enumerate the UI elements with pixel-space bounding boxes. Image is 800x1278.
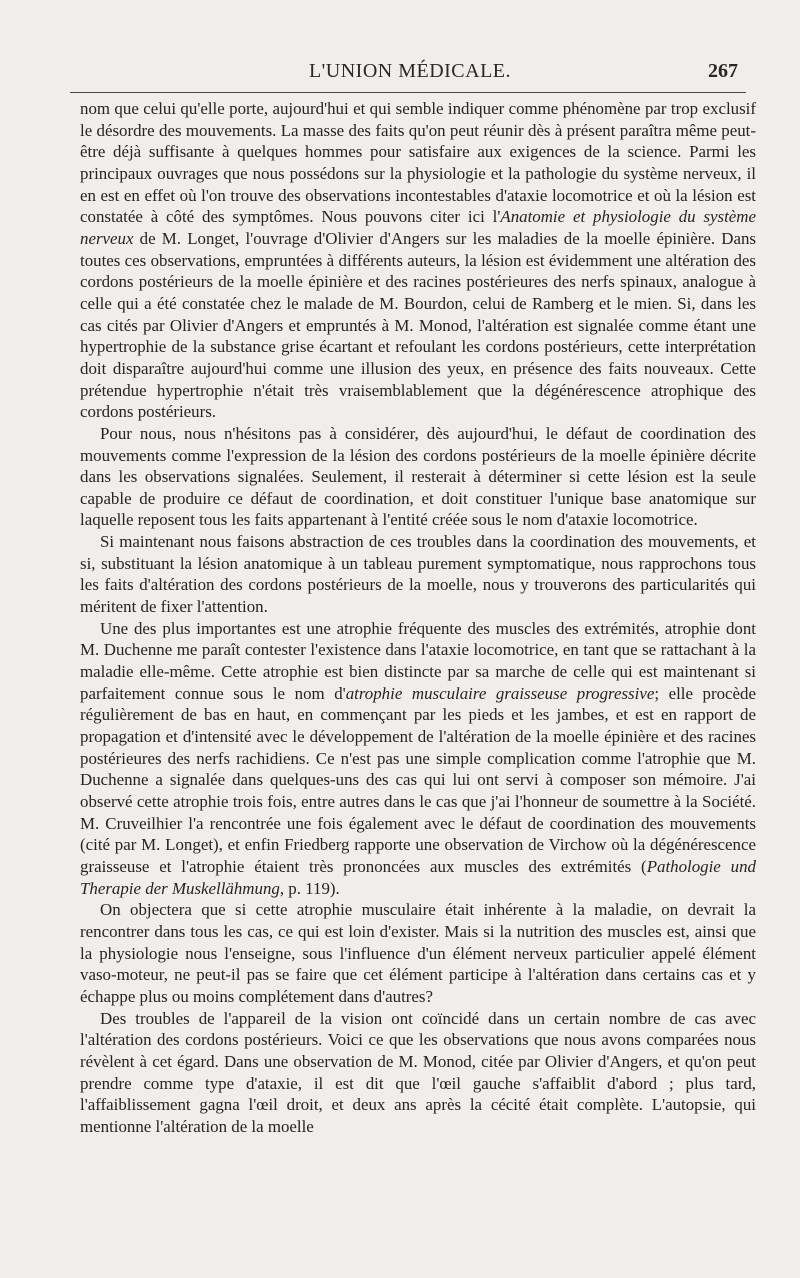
paragraph xyxy=(80,98,756,423)
text-run: de M. Longet, l'ouvrage d'Olivier d'Angers sur les maladies de la moelle épinière. Dans toutes ces observations, empruntées à différents auteurs, la lésion est évidemment une altération des cordons postérieurs de la moelle épinière et des racines postérieures des nerfs spinaux, analogue à celle qui a été constatée chez le malade de M. Bourdon, celui de Ramberg et le mien. Si, dans les cas cités par Olivier d'Angers et empruntés à M. Monod, l'altération est signalée comme étant une hypertrophie de la substance grise écartant et refoulant les cordons postérieurs, cette interprétation doit disparaître aujourd'hui comme une illusion des yeux, en présence des faits nouveaux. Cette prétendue hypertrophie n'était très vraisemblablement que la dégénérescence atrophique des cordons postérieurs. xyxy=(80,228,756,422)
text-run: On objectera que si cette atrophie musculaire était inhérente à la maladie, on devrait la rencontrer dans tous les cas, ce qui est loin d'exister. Mais si la nutrition des muscles est, ainsi que la physiologie nous l'enseigne, sous l'influence d'un élément nerveux particulier appelé élément vaso-moteur, ne peut-il pas se faire que cet élément participe à l'altération dans certains cas et y échappe plus ou moins complétement dans d'autres? xyxy=(80,900,756,1006)
text-run: ; elle procède régulièrement de bas en haut, en commençant par les pieds et les jambes, et est en rapport de propagation et d'intensité avec le développement de l'altération de la moelle épinière et des racines postérieures des nerfs rachidiens. Ce n'est pas une simple complication comme l'atrophie que M. Duchenne a signalée dans quelques-uns des cas qui lui ont servi à composer son mémoire. J'ai observé cette atrophie trois fois, entre autres dans le cas que j'ai l'honneur de soumettre à la Société. M. Cruveilhier l'a rencontrée une fois également avec le défaut de coordination des mouvements (cité par M. Longet), et enfin Friedberg rapporte une observation de Virchow où la dégénérescence graisseuse et l'atrophie étaient très prononcées aux muscles des extrémités ( xyxy=(80,683,756,876)
paragraph xyxy=(80,423,756,531)
text-run: , p. 119). xyxy=(279,878,340,898)
book-title: Pathologie und Therapie der Muskellähmung xyxy=(80,856,756,898)
paragraph xyxy=(80,1008,756,1138)
text-run: Des troubles de l'appareil de la vision ont coïncidé dans un certain nombre de cas avec l'altération des cordons postérieurs. Voici ce que les observations que nous avons comparées nous révèlent à cet égard. Dans une observation de M. Monod, citée par Olivier d'Angers, et qu'on peut prendre comme type d'ataxie, il est dit que l'œil gauche s'affaiblit d'abord ; plus tard, l'affaiblissement gagna l'œil droit, et deux ans après la cécité était complète. L'autopsie, qui mentionne l'altération de la moelle xyxy=(80,1008,756,1136)
journal-title: L'UNION MÉDICALE. xyxy=(308,60,512,82)
paragraph xyxy=(80,899,756,1007)
text-run: Si maintenant nous faisons abstraction de ces troubles dans la coordination des mouvements, et si, substituant la lésion anatomique à un tableau purement symptomatique, nous rapprochons tous les faits d'altération des cordons postérieurs de la moelle, nous y trouverons des particularités qui méritent de fixer l'attention. xyxy=(80,532,756,617)
header-rule xyxy=(70,92,746,93)
book-title: Anatomie et physiologie du système nerveux xyxy=(80,207,757,248)
text-run: Une des plus importantes est une atrophie fréquente des muscles des extrémités, atrophie dont M. Duchenne me paraît contester l'existence dans l'ataxie locomotrice, en tant que se rattachant à la maladie elle-même. Cette atrophie est bien distincte par sa marche de celle qui est maintenant si parfaitement connue sous le nom d' xyxy=(80,618,756,703)
running-header xyxy=(80,56,740,86)
paragraph xyxy=(80,618,756,900)
paragraph xyxy=(80,531,756,618)
article-body xyxy=(80,98,756,1138)
text-run: Pour nous, nous n'hésitons pas à considérer, dès aujourd'hui, le défaut de coordination des mouvements comme l'expression de la lésion des cordons postérieurs de la moelle épinière décrite dans les observations signalées. Seulement, il resterait à déterminer si cette lésion est la seule capable de produire ce défaut de coordination, et doit constituer l'unique base anatomique sur laquelle reposent tous les faits appartenant à l'entité créée sous le nom d'ataxie locomotrice. xyxy=(80,423,756,530)
disease-term: atrophie musculaire graisseuse progressive xyxy=(345,683,655,703)
page-number: 267 xyxy=(708,60,738,82)
text-run: nom que celui qu'elle porte, aujourd'hui et qui semble indiquer comme phénomène par trop exclusif le désordre des mouvements. La masse des faits qu'on peut réunir dès à présent paraîtra même peut-être déjà suffisante à quelques hommes pour satisfaire aux exigences de la science. Parmi les principaux ouvrages que nous possédons sur la physiologie et la pathologie du système nerveux, il en est en effet où l'on trouve des observations incontestables d'ataxie locomotrice et où la lésion est constatée à côté des symptômes. Nous pouvons citer ici l' xyxy=(80,99,756,227)
